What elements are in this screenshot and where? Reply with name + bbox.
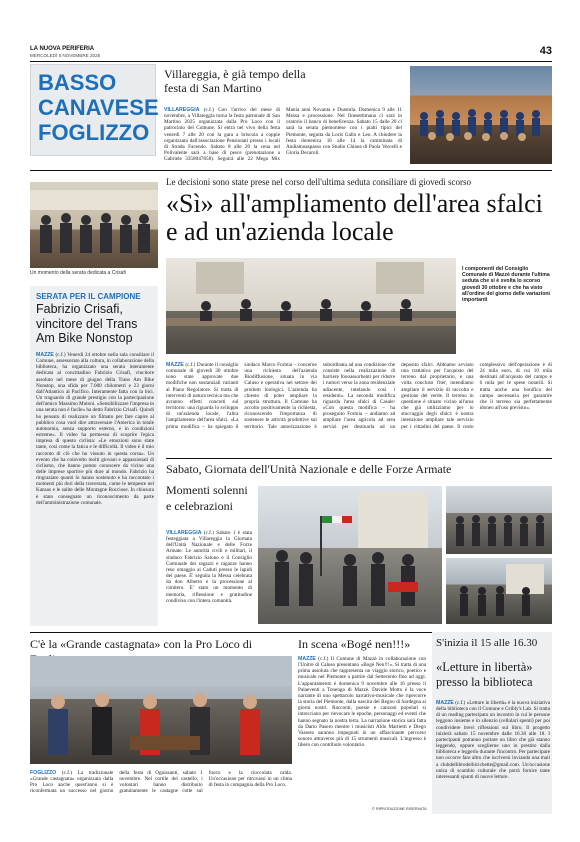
crisafi-photo xyxy=(30,182,158,268)
boge-body: MAZZÈ (c.f.) Il Comune di Mazzè in collaborazione con l'Unitre di Caluso presentano «Bogé Nen!!!». Si tratta di una prima assoluta che rappresenta un viaggio storico, poetico e musicale nel Piemonte a partire dal Settecento fino ad oggi. L'appuntamento è domenica 9 novembre alle 16 presso il Palaeventi a Tonengo di Mazzè. Davide Motto è la voce narrante di uno spettacolo narrativo-musicale che ripercorre la storia del Piemonte, dalla nascita del Regno di Sardegna ai giorni nostri. Racconti, poesie e canzoni popolari si intrecciano per rievocare le epoche, personaggi ed eventi che hanno segnato la nostra terra. La narrazione storica sarà fatta da Dario Pasero mentre i musicisti Aldo Martietti e Diego Vassero saranno impegnati in un affascinante percorso sonoro attraverso più di 15 strumenti musicali. L'ingresso è libero con contributo volontario. xyxy=(298,656,426,749)
section-line-1: BASSO xyxy=(38,70,117,95)
mid-separator xyxy=(166,458,552,459)
castagnata-lead: FOGLIZZO xyxy=(30,770,57,776)
consiglio-photo-graphic xyxy=(166,258,456,354)
crisafi-title: Fabrizio Crisafi, vincitore del Trans Am Bike Nonstop xyxy=(36,302,138,345)
sabato-photo-top xyxy=(446,486,552,554)
consiglio-photo xyxy=(166,258,456,354)
villareggia-title: Villareggia, è già tempo della festa di San Martino xyxy=(164,67,306,95)
boge-title: In scena «Bogé nen!!!» xyxy=(298,637,411,651)
crisafi-body: MAZZÈ (c.f.) Venerdì 24 ottobre nella sala consiliare il Comune, assessorato alla cultura, in collaborazione della biblioteca, ha organizzato una serata interamente dedicata al concittadino Fabrizio Crisafi, vincitore assoluto nel mese di giugno della Trans Am Bike Nonstop, una sfida per 7.000 chilometri e 23 giorni dall'Atlantico al Pacifico. Interamente fatta con la bici. Un traguardo di grande prestigio con la partecipazione dell'amico Massimo Mutoni. «Sensibilizzare l'impresa in una serata non è facile» ha detto Fabrizio Crisafi. Quindi ho pensato di realizzare un filmato per fare capire al pubblico cosa vuol dire attraversare l'America in totale autonomia, senza supporto esterno, e in condizioni estreme». Il video ha permesso di scoprire l'epica impresa di questo ciclista: «Le emozioni sono state tante, così come la fatica e le difficoltà. Il video è il mio racconto di ciò che ho vissuto in questa corsa». Un evento che ha coinvolto molti giovani e appassionati di ciclismo, che hanno potuto conoscere da vicino una delle imprese sportive più dure al mondo. Fabrizio ha ringraziato quanti lo hanno sostenuto e ha raccontato i momenti più duri della traversata, come le tempeste nel Kansas e le salite delle Montagne Rocciose. In chiusura è stato consegnato un riconoscimento da parte dell'amministrazione comunale. xyxy=(36,352,154,506)
letture-body: MAZZÈ (c.f.) «Letture in libertà» è la nuova iniziativa della biblioteca con il Comune e Gribly's Lab. Si tratta di un reading partecipato un incontro in cui le persone leggono insieme e in silenzio (cellulari spenti) per poi condividere brevi riflessioni sul libro. Il progetto inizierà sabato 15 novembre dalle 16.30 alle 18. I partecipanti potranno portare un libro che già stanno leggendo, oppure sceglierne uno in prestito dalla biblioteca e leggerlo durante l'incontro. Per partecipare non occorre fare altro che iscriversi inviando una mail a clubdellibrodeibicichette@gmail.com. Un'occasione unica di scambio culturale che potrà fornire tante interessanti spunti di nuove letture. xyxy=(436,700,550,780)
boge-lead: MAZZÈ xyxy=(298,656,316,662)
consiglio-kicker: Le decisioni sono state prese nel corso dell'ultima seduta consiliare di giovedì scorso xyxy=(166,177,472,187)
consiglio-caption: I componenti del Consiglio Comunale di Mazzè durante l'ultima seduta che si è svolta lo scorso giovedì 30 ottobre e che ha visto all'ordine del giorno delle variazioni importanti xyxy=(462,266,550,304)
consiglio-lead: MAZZÈ xyxy=(166,362,184,368)
letture-lead: MAZZÈ xyxy=(436,700,454,706)
section-line-3: FOGLIZZO xyxy=(38,120,150,145)
page-number: 43 xyxy=(539,45,552,57)
castagnata-photo-graphic xyxy=(30,656,292,764)
consiglio-body: MAZZÈ (c.f.) Durante il consiglio comunale di giovedì 30 ottobre sono state approvate due modifiche non sostanziali varianti al Piano Regolatore. Si tratta di interventi di natura tecnica ma che avranno effetti concreti sul territorio: una riguarda lo sviluppo di un'azienda locale, l'altra l'ampliamento dell'area sfalci. «La prima modifica – ha spiegato il sindaco Marco Formia – concerne una richiesta dell'azienda Biodiffusione, situata in via Caluso e operativa nel settore dei prodotti biologici. L'azienda ha chiesto di poter ampliare la propria struttura. Il Comune ha accolto positivamente la richiesta, riconoscendo l'importanza di sostenere le attività produttive sul territorio. Tale autorizzazione è subordinata ad una condizione che consiste nella realizzazione di barriere fonoassorbenti per ridurre i rumori verso la zona residenziale adiacente, tutelando così i residenti». La seconda modifica riguarda l'area sfalci di Casale: «Con questa modifica – ha proseguito Formia – andiamo ad ampliare l'area agricola ad area servizi per destinarla ad un deposito sfalci. Abbiamo avviato una trattativa per l'acquisto del terreno dal proprietario, e una volta concluso l'iter, intendiamo ampliare il servizio di raccolta e gestione del verde. Il terreno in questione è situato vicino all'area che già utilizziamo per lo stoccaggio degli sfalci: è nostra intenzione ampliare tale servizio per i cittadini del paese. Il costo complessivo dell'operazione è di 24 mila euro, di cui 10 mila destinati all'acquisto del campo e 6 mila per le spese notarili. Si tratta anche una bonifica del campo necessaria per garantire che il terreno sia perfettamente idoneo all'uso previsto». xyxy=(166,362,552,430)
villareggia-body: VILLAREGGIA (c.f.) Con l'arrivo del mese di novembre, a Villareggia torna la festa patronale di San Martino 2025 organizzata dalla Pro Loco con il patrocinio del Comune. Si entra nel vivo della festa venerdì 7 alle 20 con la gara a briscola a coppie organizzata dall'associazione Pensionati presso i locali di Strada Facendo. Sabato 8 alle 20 la cena nel Polivalente sarà a base di pesce (prenotazione a Gabriele 3358047858). Seguirà alle 22 Mega Mix Mania anni Novanta e Duemila. Domenica 9 alle 11 Messa e processione. Nel finesettimana ci sarà in oratorio il banco di beneficenza. Sabato 15 dalle 20 ci sarà la serata piemontese con i piatti tipici del Piemonte, seguita da Loris Gallo e Leo. A chiudere la festa domenica 16 alle 14 la camminata di Andiamoaspasso con Studio Chinea di Paola Vercelli e Gloria Decaroli. xyxy=(164,107,402,163)
castagnata-photo xyxy=(30,656,292,764)
sabato-photo-main xyxy=(258,486,442,624)
paper-date: MERCOLEDÌ 5 NOVEMBRE 2025 xyxy=(30,53,101,58)
crisafi-caption: Un momento della serata dedicata a Crisafi xyxy=(30,270,126,276)
masthead xyxy=(30,46,552,60)
crisafi-kicker: SERATA PER IL CAMPIONE xyxy=(36,292,141,301)
sabato-top-graphic xyxy=(446,486,552,554)
letture-title: «Letture in libertà» presso la biblioteca xyxy=(436,660,533,689)
sabato-body: VILLAREGGIA (c.f.) Sabato 1 è stata festeggiata a Villareggia la Giornata dell'Unità Nazionale e delle Forze Armate. Le autorità civili e militari, il sindaco Fabrizio Salono e il Consiglio Comunale dei ragazzi e ragazze hanno reso omaggio ai Caduti presso le lapidi del paese. E' seguita la Messa celebrata da don Alberto e la processione al cimitero. E' stato un momento di memoria, riflessione e gratitudine condiviso con l'intera comunità. xyxy=(166,530,252,604)
section-line-2: CANAVESE xyxy=(38,95,159,120)
paper-name: LA NUOVA PERIFERIA xyxy=(30,46,95,52)
top-separator xyxy=(30,170,552,171)
consiglio-title: «Sì» all'ampliamento dell'area sfalci e ad un'azienda locale xyxy=(166,189,543,246)
crisafi-photo-graphic xyxy=(30,182,158,268)
villareggia-photo xyxy=(410,66,552,164)
group-photo-graphic xyxy=(410,66,552,164)
sabato-bottom-graphic xyxy=(446,558,552,624)
sabato-main-graphic xyxy=(258,486,442,624)
crisafi-lead: MAZZÈ xyxy=(36,352,54,358)
sabato-lead: VILLAREGGIA xyxy=(166,530,202,536)
section-block xyxy=(30,64,159,156)
castagnata-title: C'è la «Grande castagnata» con la Pro Loco di xyxy=(30,637,253,651)
letture-kicker: S'inizia il 15 alle 16.30 xyxy=(436,637,538,649)
sabato-photo-bottom xyxy=(446,558,552,624)
sabato-subtitle: Momenti solenni e celebrazioni xyxy=(166,483,248,513)
masthead-rule xyxy=(30,61,552,62)
sabato-title: Sabato, Giornata dell'Unità Nazionale e delle Forze Armate xyxy=(166,462,452,476)
boge-footer: © RIPRODUZIONE RISERVATA xyxy=(372,807,427,811)
villareggia-lead: VILLAREGGIA xyxy=(164,107,200,113)
castagnata-body: FOGLIZZO (c.f.) La tradizionale «Grande castagnata» organizzata dalla Pro Loco anche quest'anno si è riconfermata un successo nel giorno della festa di Ognissanti, sabato 1 novembre. Nel cortile del castello, i volontari hanno distribuito gratuitamente le castagne cotte sul fuoco e la cioccolata calda. Un'occasione per ritrovarsi in un clima di festa in compagnia della Pro Loco. xyxy=(30,770,292,795)
